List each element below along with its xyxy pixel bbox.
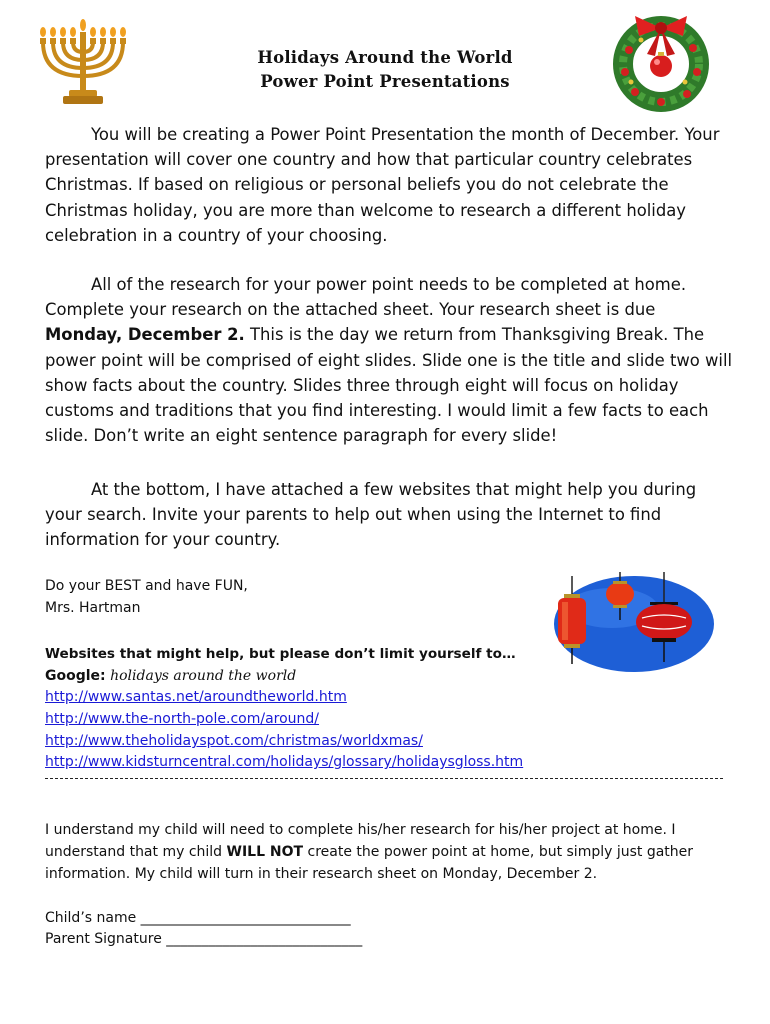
consent-text-a: I understand my child will need to complete his/her research for his/her project at home. I understand that my child	[45, 822, 676, 860]
cut-line-divider	[45, 778, 723, 779]
website-link[interactable]: http://www.santas.net/aroundtheworld.htm	[45, 689, 347, 705]
research-text-a: All of the research for your power point needs to be completed at home. Complete your research on the attached sheet. Your research sheet is due	[45, 275, 687, 320]
websites-heading: Websites that might help, but please don’t limit yourself to…	[45, 646, 516, 662]
chinese-lanterns-icon	[552, 572, 716, 676]
signoff-line: Do your BEST and have FUN,	[45, 578, 248, 594]
consent-text-b: create the power point at home, but simply just gather information. My child will turn in their research sheet on Monday, December 2.	[45, 844, 694, 882]
websites-paragraph	[45, 477, 735, 553]
parent-signature-field[interactable]: Parent Signature ____________________________	[45, 931, 363, 947]
due-date: Monday, December 2.	[45, 325, 245, 345]
page-title: Holidays Around the World	[257, 48, 513, 67]
google-search-hint	[45, 666, 296, 688]
child-name-field[interactable]: Child’s name ______________________________	[45, 910, 351, 926]
intro-paragraph	[45, 122, 735, 248]
website-link[interactable]: http://www.kidsturncentral.com/holidays/glossary/holidaysgloss.htm	[45, 754, 524, 770]
website-link[interactable]: http://www.theholidayspot.com/christmas/worldxmas/	[45, 733, 423, 749]
google-query: holidays around the world	[110, 668, 297, 684]
website-link[interactable]: http://www.the-north-pole.com/around/	[45, 711, 320, 727]
websites-intro-text: At the bottom, I have attached a few websites that might help you during your search. Invite your parents to help out when using the Internet to find information for your country.	[45, 480, 697, 550]
teacher-name: Mrs. Hartman	[45, 600, 141, 616]
research-text-b: This is the day we return from Thanksgiving Break. The power point will be comprised of eight slides. Slide one is the title and slide two will show facts about the country. Slides three through eight will focus on holiday customs and traditions that you find interesting. I would limit a few facts to each slide. Don’t write an eight sentence paragraph for every slide!	[45, 325, 733, 446]
research-paragraph	[45, 272, 735, 448]
google-label: Google:	[45, 668, 106, 684]
intro-text: You will be creating a Power Point Presentation the month of December. Your presentation will cover one country and how that particular country celebrates Christmas. If based on religious or personal beliefs you do not celebrate the Christmas holiday, you are more than welcome to research a different holiday celebration in a country of your choosing.	[45, 125, 720, 245]
parent-consent-text	[45, 819, 725, 885]
consent-emphasis: WILL NOT	[226, 844, 304, 860]
page-subtitle: Power Point Presentations	[260, 72, 510, 91]
